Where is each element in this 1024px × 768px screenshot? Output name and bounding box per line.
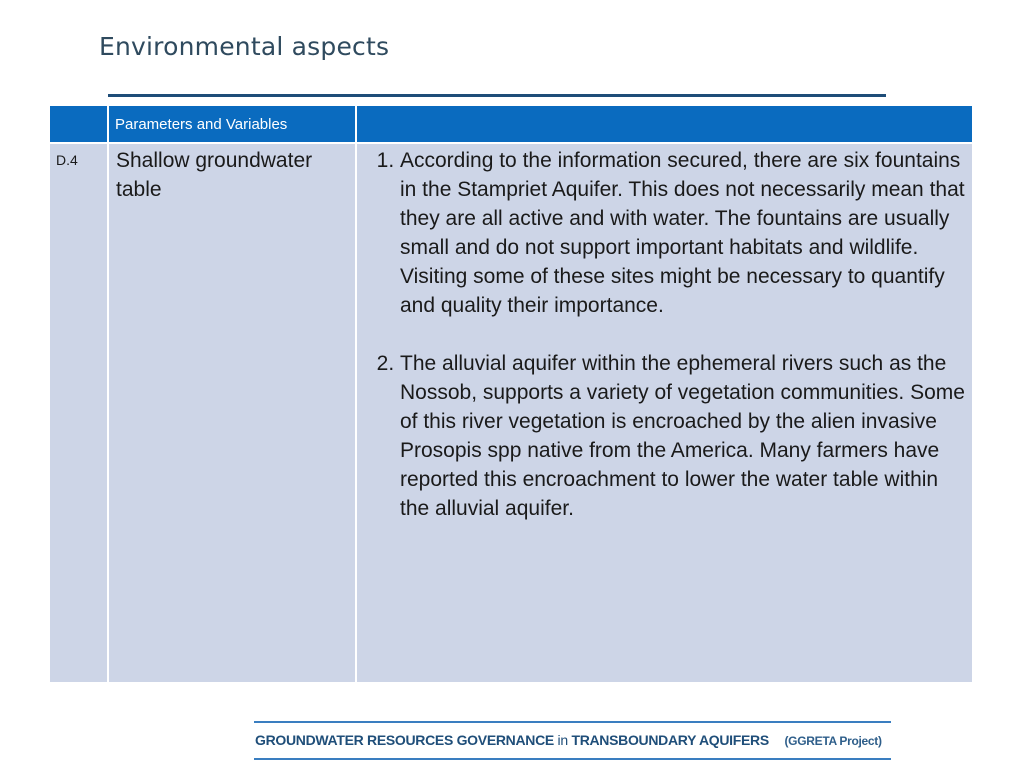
notes-list — [365, 146, 968, 523]
row-id-cell — [50, 144, 107, 682]
title-divider — [108, 94, 886, 97]
footer-text-aquifers: TRANSBOUNDARY AQUIFERS — [571, 732, 769, 748]
table-row — [50, 144, 972, 682]
list-item: 2. The alluvial aquifer within the ephemeral rivers such as the Nossob, supports a variety of vegetation communities. Some of this river vegetation is encroached by the alien invasive Prosopis spp native from the America. Many farmers have reported this encroachment to lower the water table within the alluvial aquifer. — [400, 349, 968, 523]
row-parameter-cell — [109, 144, 355, 682]
footer-divider-bottom — [254, 758, 891, 760]
header-cell-id — [50, 106, 107, 142]
row-notes-cell — [357, 144, 972, 682]
header-cell-parameters — [109, 106, 355, 142]
footer-text-governance: GROUNDWATER RESOURCES GOVERNANCE — [255, 732, 554, 748]
row-parameter: Shallow groundwater table — [116, 149, 313, 201]
slide-title: Environmental aspects — [99, 32, 390, 61]
list-item: 1. According to the information secured, there are six fountains in the Stampriet Aquifer. This does not necessarily mean that they are all active and with water. The fountains are usually small and do not support important habitats and wildlife. Visiting some of these sites might be necessary to quantify and quality their importance. — [400, 146, 968, 320]
header-cell-notes — [357, 106, 972, 142]
row-id: D.4 — [56, 152, 78, 168]
table-header-row — [50, 106, 972, 142]
footer-divider-top — [254, 721, 891, 723]
footer-project-label: (GGRETA Project) — [784, 734, 882, 748]
footer-text-in: in — [557, 732, 568, 748]
header-parameters-label: Parameters and Variables — [115, 115, 288, 133]
footer-banner — [255, 732, 891, 748]
parameters-table — [48, 104, 974, 684]
